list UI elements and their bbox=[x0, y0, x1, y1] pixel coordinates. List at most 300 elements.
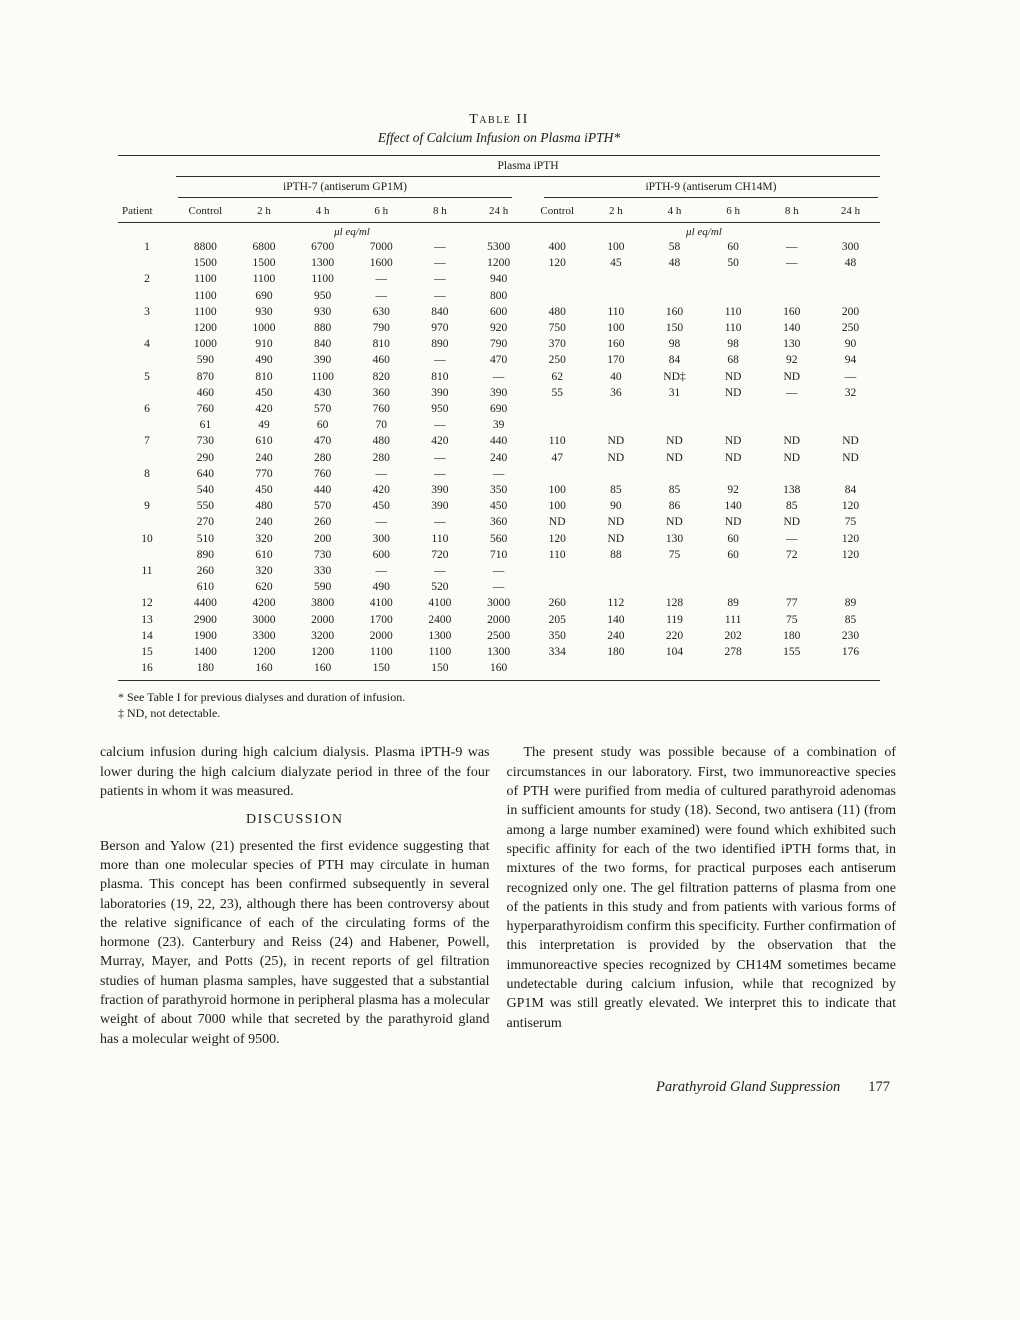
table-cell bbox=[645, 272, 704, 288]
table-cell: 970 bbox=[431, 322, 449, 335]
table-cell: 330 bbox=[314, 565, 332, 578]
table-cell: 810 bbox=[372, 338, 390, 351]
table-cell bbox=[118, 483, 176, 499]
table-cell: 68 bbox=[727, 354, 739, 367]
table-cell: 50 bbox=[727, 257, 739, 270]
table-cell: 840 bbox=[431, 305, 449, 318]
table-cell: 790 bbox=[372, 322, 390, 335]
table-row bbox=[118, 450, 880, 466]
table-cell: 58 bbox=[668, 241, 681, 253]
table-cell: 470 bbox=[314, 435, 332, 448]
table-cell: 610 bbox=[255, 435, 273, 448]
table-cell bbox=[704, 564, 763, 580]
paragraph: The present study was possible because of a combination of circumstances in our laboratory. First, two immunoreactive species of PTH were purified from media of cultured parathyroid adenomas in sufficient amounts for study (18). Second, two antisera (11) (from among a large number examined) were found which exhibited such specific affinity for each of the two identified iPTH forms that, in mixtures of the two forms, for practical purposes each antiserum recognized only one. The gel filtration patterns of plasma from one of the patients in this study and from patients with various forms of hyperparathyroidism confirm this specificity. Further confirmation of this interpretation is provided by the observation that the immunoreactive species recognized by CH14M sometimes became undetectable during calcium infusion, while that recognized by GP1M was still greatly elevated. We interpret this to indicate that antiserum bbox=[506, 745, 896, 1031]
paragraph: Berson and Yalow (21) presented the first evidence suggesting that more than one molecular species of PTH may circulate in human plasma. This concept has been confirmed subsequently in several laboratories (19, 22, 23), although there has been controversy about the relative significance of each of the circulating forms of the hormone (23). Canterbury and Reiss (24) and Habener, Powell, Murray, Mayer, and Potts (25), in recent reports of gel filtration studies of human plasma samples, have suggested that a substantial fraction of parathyroid hormone in peripheral plasma has a molecular weight of about 7000 while that secreted by the parathyroid gland has a molecular weight of 9500. bbox=[100, 838, 490, 1047]
table-cell: 8800 bbox=[193, 241, 217, 253]
table-cell: 940 bbox=[489, 273, 508, 286]
table-cell: 1500 bbox=[252, 257, 276, 270]
table-cell bbox=[118, 450, 176, 466]
table-cell bbox=[762, 466, 821, 482]
table-cell: 790 bbox=[489, 338, 508, 351]
right-column bbox=[507, 743, 897, 1048]
table-cell: 75 bbox=[668, 548, 681, 561]
table-cell: 510 bbox=[196, 532, 214, 545]
table-cell: 460 bbox=[372, 354, 390, 367]
table-cell: 290 bbox=[196, 451, 214, 464]
table-cell: 590 bbox=[196, 354, 214, 367]
table-cell: 84 bbox=[668, 354, 681, 367]
table-cell: 75 bbox=[786, 613, 798, 626]
page-footer bbox=[100, 1079, 896, 1096]
table-cell: 14 bbox=[141, 629, 153, 642]
table-cell: 760 bbox=[314, 467, 332, 480]
data-table bbox=[118, 155, 880, 681]
table-cell: 760 bbox=[372, 403, 390, 416]
table-cell: 138 bbox=[783, 484, 801, 497]
table-cell: 130 bbox=[783, 338, 801, 351]
table-cell: ND bbox=[783, 451, 801, 464]
table-cell: 39 bbox=[492, 419, 505, 432]
table-cell: 420 bbox=[255, 403, 273, 416]
table-row bbox=[118, 564, 880, 580]
table-cell: 112 bbox=[607, 597, 625, 610]
table-cell: 480 bbox=[255, 500, 273, 513]
table-cell bbox=[118, 385, 176, 401]
table-cell bbox=[821, 661, 880, 681]
table-cell bbox=[704, 288, 763, 304]
table-cell: ND bbox=[607, 516, 625, 529]
column-header-row bbox=[118, 200, 880, 223]
column-header: 4 h bbox=[645, 200, 704, 223]
table-row bbox=[118, 661, 880, 681]
table-cell: 250 bbox=[841, 322, 860, 335]
table-cell bbox=[704, 466, 763, 482]
table-row bbox=[118, 418, 880, 434]
table-cell bbox=[587, 580, 646, 596]
table-cell: 180 bbox=[607, 646, 625, 659]
table-cell: 10 bbox=[141, 532, 153, 545]
table-cell bbox=[645, 466, 704, 482]
table-row bbox=[118, 337, 880, 353]
table-cell: 31 bbox=[668, 386, 681, 399]
table-cell: 70 bbox=[375, 419, 388, 432]
table-cell: 890 bbox=[196, 548, 214, 561]
table-cell: ND bbox=[724, 451, 742, 464]
table-cell bbox=[704, 402, 763, 418]
table-cell: ND bbox=[783, 435, 801, 448]
table-cell: 1100 bbox=[194, 273, 217, 286]
table-cell bbox=[645, 418, 704, 434]
discussion-heading: DISCUSSION bbox=[246, 812, 344, 828]
table-cell bbox=[118, 353, 176, 369]
table-cell: 4 bbox=[144, 338, 150, 351]
table-cell: 240 bbox=[489, 451, 508, 464]
table-cell: 1100 bbox=[311, 370, 334, 383]
table-cell: 334 bbox=[548, 646, 566, 659]
table-cell: 7000 bbox=[369, 241, 393, 253]
table-cell: 720 bbox=[431, 548, 449, 561]
table-cell: — bbox=[434, 565, 446, 578]
table-row bbox=[118, 434, 880, 450]
table-cell: 200 bbox=[841, 305, 860, 318]
table-cell: 155 bbox=[783, 646, 801, 659]
table-cell: 2000 bbox=[369, 629, 393, 642]
table-cell: — bbox=[844, 370, 857, 383]
table-cell bbox=[587, 661, 646, 681]
column-header: 4 h bbox=[293, 200, 352, 223]
table-cell: 110 bbox=[724, 305, 742, 318]
table-cell: 278 bbox=[724, 646, 742, 659]
table-cell: 77 bbox=[786, 597, 798, 610]
table-cell: — bbox=[434, 289, 446, 302]
column-header: Patient bbox=[118, 200, 176, 223]
table-cell: 180 bbox=[176, 661, 235, 681]
table-row bbox=[118, 628, 880, 644]
column-header: 6 h bbox=[704, 200, 763, 223]
table-cell: 60 bbox=[316, 419, 329, 432]
table-cell: 570 bbox=[314, 403, 332, 416]
table-cell: 390 bbox=[431, 500, 449, 513]
table-row bbox=[118, 466, 880, 482]
body-text bbox=[100, 743, 896, 1048]
table-cell: 1900 bbox=[193, 629, 217, 642]
table-title: Effect of Calcium Infusion on Plasma iPTH* bbox=[377, 130, 621, 145]
table-cell: 3200 bbox=[311, 629, 335, 642]
table-cell: 89 bbox=[844, 597, 857, 610]
table-cell: 100 bbox=[607, 322, 625, 335]
table-cell: 1100 bbox=[194, 305, 217, 318]
table-cell: — bbox=[492, 581, 505, 594]
table-cell: — bbox=[434, 257, 446, 270]
table-cell: 4200 bbox=[252, 597, 276, 610]
table-cell: 36 bbox=[610, 386, 622, 399]
table-row bbox=[118, 240, 880, 256]
table-cell: 1300 bbox=[311, 257, 335, 270]
table-cell: 880 bbox=[314, 322, 332, 335]
table-cell: 40 bbox=[610, 370, 622, 383]
left-column bbox=[100, 743, 490, 1048]
table-cell: 72 bbox=[786, 548, 798, 561]
page-number: 177 bbox=[868, 1078, 890, 1095]
table-cell: — bbox=[492, 370, 505, 383]
table-cell: 49 bbox=[258, 419, 270, 432]
table-cell: 1200 bbox=[311, 646, 335, 659]
table-cell: 1700 bbox=[369, 613, 393, 626]
table-cell: 85 bbox=[610, 484, 622, 497]
table-cell bbox=[821, 288, 880, 304]
table-cell bbox=[587, 288, 646, 304]
table-cell bbox=[528, 564, 587, 580]
table-cell: 1200 bbox=[487, 257, 511, 270]
table-cell: 120 bbox=[548, 257, 566, 270]
table-cell: 440 bbox=[489, 435, 508, 448]
table-cell: 128 bbox=[665, 597, 684, 610]
table-cell: 2900 bbox=[193, 613, 217, 626]
table-cell: 120 bbox=[841, 548, 860, 561]
column-header: 2 h bbox=[235, 200, 294, 223]
table-cell: 140 bbox=[724, 500, 742, 513]
table-cell: 120 bbox=[841, 500, 860, 513]
table-row bbox=[118, 304, 880, 320]
table-cell: — bbox=[786, 241, 798, 253]
table-cell: 9 bbox=[144, 500, 150, 513]
table-row bbox=[118, 645, 880, 661]
table-cell: 420 bbox=[372, 484, 390, 497]
table-cell bbox=[762, 418, 821, 434]
table-cell bbox=[528, 466, 587, 482]
table-cell bbox=[821, 564, 880, 580]
table-cell: 840 bbox=[314, 338, 332, 351]
table-cell: 111 bbox=[724, 613, 742, 626]
table-cell: 750 bbox=[548, 322, 566, 335]
table-cell: 110 bbox=[548, 548, 566, 561]
table-cell: 300 bbox=[372, 532, 390, 545]
table-cell: 930 bbox=[314, 305, 332, 318]
table-cell: 470 bbox=[489, 354, 508, 367]
table-cell: 85 bbox=[844, 613, 857, 626]
table-cell: 540 bbox=[196, 484, 214, 497]
table-cell: 90 bbox=[610, 500, 622, 513]
table-cell: 890 bbox=[431, 338, 449, 351]
table-cell: 48 bbox=[668, 257, 681, 270]
table-cell: 5300 bbox=[487, 241, 511, 253]
table-cell: 1300 bbox=[428, 629, 452, 642]
table-cell bbox=[118, 547, 176, 563]
table-cell: 260 bbox=[196, 565, 214, 578]
table-cell: 360 bbox=[489, 516, 508, 529]
table-row bbox=[118, 580, 880, 596]
table-cell: 140 bbox=[607, 613, 625, 626]
column-header: 24 h bbox=[469, 200, 528, 223]
table-cell: 32 bbox=[844, 386, 857, 399]
table-footnotes bbox=[118, 689, 880, 721]
table-cell: 1600 bbox=[369, 257, 393, 270]
table-cell: 100 bbox=[548, 484, 566, 497]
table-cell bbox=[704, 661, 763, 681]
table-cell: 450 bbox=[489, 500, 508, 513]
table-cell: 6700 bbox=[311, 241, 335, 253]
table-cell: 98 bbox=[668, 338, 681, 351]
table-cell: 110 bbox=[431, 532, 449, 545]
table-cell: 7 bbox=[144, 435, 150, 448]
table-cell bbox=[528, 661, 587, 681]
table-cell bbox=[762, 661, 821, 681]
table-row bbox=[118, 402, 880, 418]
table-cell: 16 bbox=[118, 661, 176, 681]
table-row bbox=[118, 499, 880, 515]
column-header: 24 h bbox=[821, 200, 880, 223]
table-cell bbox=[704, 418, 763, 434]
table-cell: 160 bbox=[783, 305, 801, 318]
table-cell: 1200 bbox=[252, 646, 276, 659]
table-cell: — bbox=[375, 565, 388, 578]
table-cell bbox=[587, 418, 646, 434]
table-cell: 620 bbox=[255, 581, 273, 594]
table-cell bbox=[821, 466, 880, 482]
table-cell: 550 bbox=[196, 500, 214, 513]
table-cell: 1500 bbox=[193, 257, 217, 270]
table-row bbox=[118, 515, 880, 531]
table-cell: 13 bbox=[141, 613, 153, 626]
table-cell: ND bbox=[724, 386, 742, 399]
table-cell: 950 bbox=[314, 289, 332, 302]
table-cell: 60 bbox=[727, 532, 739, 545]
table-cell: 150 bbox=[665, 322, 684, 335]
table-cell bbox=[587, 466, 646, 482]
table-cell: 5 bbox=[144, 370, 150, 383]
table-cell bbox=[645, 402, 704, 418]
column-header: 8 h bbox=[411, 200, 470, 223]
table-row bbox=[118, 256, 880, 272]
table-cell: 94 bbox=[844, 354, 857, 367]
table-cell bbox=[118, 288, 176, 304]
paragraph: calcium infusion during high calcium dialysis. Plasma iPTH-9 was lower during the high calcium dialyzate period in three of the four patients in whom it was measured. bbox=[100, 745, 490, 800]
table-cell: 600 bbox=[489, 305, 508, 318]
table-cell: 160 bbox=[607, 338, 625, 351]
table-row bbox=[118, 547, 880, 563]
table-cell: 260 bbox=[548, 597, 566, 610]
table-cell: 92 bbox=[786, 354, 798, 367]
column-header: Control bbox=[176, 200, 235, 223]
table-cell: 270 bbox=[196, 516, 214, 529]
table-cell: 61 bbox=[199, 419, 212, 432]
table-cell: ND bbox=[607, 451, 625, 464]
table-cell: 320 bbox=[255, 532, 273, 545]
table-block bbox=[118, 112, 880, 681]
table-cell: — bbox=[434, 451, 446, 464]
running-title: Parathyroid Gland Suppression bbox=[656, 1078, 841, 1095]
table-cell bbox=[821, 418, 880, 434]
table-cell: 3300 bbox=[252, 629, 276, 642]
table-cell: 60 bbox=[727, 241, 739, 253]
table-cell bbox=[118, 515, 176, 531]
table-cell: 300 bbox=[841, 241, 860, 253]
table-cell bbox=[118, 580, 176, 596]
table-row bbox=[118, 369, 880, 385]
table-cell: 810 bbox=[431, 370, 449, 383]
table-cell: 710 bbox=[489, 548, 508, 561]
table-row bbox=[118, 612, 880, 628]
table-cell: 98 bbox=[727, 338, 739, 351]
table-cell: — bbox=[786, 532, 798, 545]
table-cell: 150 bbox=[352, 661, 411, 681]
table-cell: 440 bbox=[314, 484, 332, 497]
table-cell: 930 bbox=[255, 305, 273, 318]
table-cell: ND bbox=[724, 516, 742, 529]
table-cell: 2000 bbox=[311, 613, 335, 626]
table-cell: 4100 bbox=[369, 597, 393, 610]
group-header-row bbox=[118, 177, 880, 200]
table-cell: 730 bbox=[196, 435, 214, 448]
table-cell: — bbox=[375, 516, 388, 529]
table-cell: 160 bbox=[293, 661, 352, 681]
table-cell: 610 bbox=[196, 581, 214, 594]
table-cell: — bbox=[375, 273, 388, 286]
table-cell: 60 bbox=[727, 548, 739, 561]
table-cell: 110 bbox=[724, 322, 742, 335]
units-label: μl eq/ml bbox=[334, 225, 370, 238]
table-cell: 100 bbox=[548, 500, 566, 513]
table-cell: 202 bbox=[724, 629, 742, 642]
table-cell: 560 bbox=[489, 532, 508, 545]
table-cell bbox=[762, 288, 821, 304]
table-cell: 3 bbox=[144, 305, 150, 318]
table-cell bbox=[645, 661, 704, 681]
table-cell: ND bbox=[607, 532, 625, 545]
table-cell: 240 bbox=[255, 451, 273, 464]
table-cell: 15 bbox=[141, 646, 153, 659]
table-cell: 280 bbox=[314, 451, 332, 464]
table-cell: 460 bbox=[196, 386, 214, 399]
table-cell: 200 bbox=[314, 532, 332, 545]
table-cell bbox=[587, 402, 646, 418]
table-cell: ND bbox=[783, 516, 801, 529]
table-cell bbox=[587, 564, 646, 580]
table-cell: 250 bbox=[548, 354, 566, 367]
table-cell: 2000 bbox=[487, 613, 511, 626]
table-cell: 6800 bbox=[252, 241, 276, 253]
table-cell bbox=[762, 564, 821, 580]
table-cell: 630 bbox=[372, 305, 390, 318]
table-cell: 85 bbox=[786, 500, 798, 513]
units-row bbox=[118, 222, 880, 240]
table-cell bbox=[762, 580, 821, 596]
table-cell: 62 bbox=[551, 370, 563, 383]
table-cell: 160 bbox=[235, 661, 294, 681]
table-cell bbox=[704, 580, 763, 596]
table-cell: 92 bbox=[727, 484, 739, 497]
table-cell: 160 bbox=[665, 305, 684, 318]
table-cell: 820 bbox=[372, 370, 390, 383]
table-cell: 4100 bbox=[428, 597, 452, 610]
table-cell: 2500 bbox=[487, 629, 511, 642]
table-cell: ND bbox=[842, 451, 859, 464]
table-cell: 3800 bbox=[311, 597, 335, 610]
table-cell: 1300 bbox=[487, 646, 511, 659]
table-cell: 48 bbox=[844, 257, 857, 270]
table-cell: 870 bbox=[196, 370, 214, 383]
spanner-row bbox=[118, 156, 880, 177]
table-cell: 370 bbox=[548, 338, 566, 351]
table-cell: 130 bbox=[665, 532, 684, 545]
table-cell: — bbox=[492, 467, 505, 480]
table-row bbox=[118, 385, 880, 401]
table-cell: 150 bbox=[411, 661, 470, 681]
table-cell bbox=[821, 402, 880, 418]
table-cell: — bbox=[434, 354, 446, 367]
table-cell: — bbox=[786, 386, 798, 399]
table-body bbox=[118, 240, 880, 681]
table-cell: 205 bbox=[548, 613, 566, 626]
table-cell: 1100 bbox=[252, 273, 276, 286]
table-cell: 1100 bbox=[311, 273, 334, 286]
table-cell: 104 bbox=[665, 646, 684, 659]
table-cell bbox=[528, 580, 587, 596]
table-cell: — bbox=[786, 257, 798, 270]
table-cell bbox=[645, 580, 704, 596]
table-row bbox=[118, 483, 880, 499]
table-cell: 590 bbox=[314, 581, 332, 594]
table-cell: 1100 bbox=[194, 289, 217, 302]
table-cell: 47 bbox=[551, 451, 563, 464]
table-cell: 1 bbox=[144, 241, 150, 253]
table-cell: ND bbox=[548, 516, 566, 529]
table-row bbox=[118, 353, 880, 369]
table-cell: 86 bbox=[668, 500, 681, 513]
table-row bbox=[118, 272, 880, 288]
table-cell bbox=[528, 272, 587, 288]
table-cell bbox=[528, 402, 587, 418]
